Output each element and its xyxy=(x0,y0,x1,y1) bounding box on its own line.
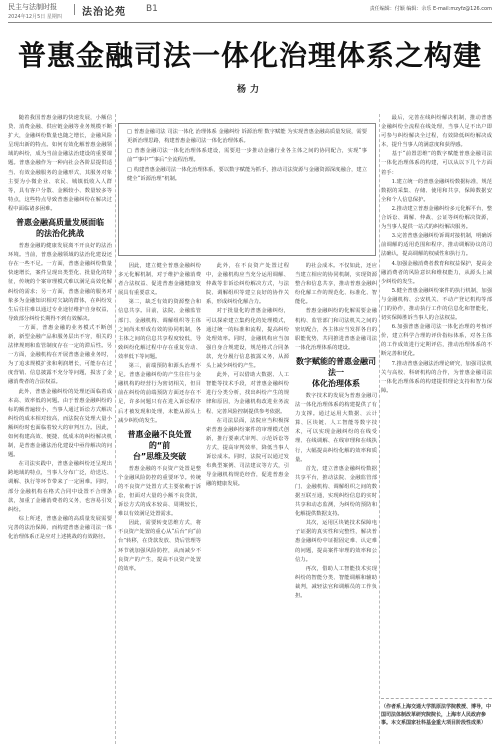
heading-line: 台”思维及突破 xyxy=(132,451,187,461)
paragraph: 在司法实践中，普惠金融纠纷还呈现出跨地域的特点，当事人分布广泛，给送达、调解、执行等环节带来了一定困难。同时，部分金融机构在格式合同中设置不合理条款，加重了金融消费者的义务，也容易引发纠纷。 xyxy=(8,461,112,513)
paper-name: 民主与法制时报 xyxy=(8,3,57,11)
paragraph: 的社会成本。不仅如此，还应当建立相应的协同机制，实现资源整合和信息共享，推动普惠金融纠纷化解工作的规范化、标准化、智能化。 xyxy=(295,263,377,306)
section-name: 法治论苑 xyxy=(82,7,126,18)
paragraph: 综上所述，普惠金融的高质量发展需要完善的法治保障，而构建普惠金融司法一体化治理体系正是应对上述挑战的有效路径。 xyxy=(8,515,112,541)
paragraph: 此外，可以借助大数据、人工智能等技术手段，对普惠金融纠纷进行分类分析，找出纠纷产生的规律和原因，为金融机构改进业务流程、完善风险控制提供参考依据。 xyxy=(206,372,289,415)
issue-date: 2024年12月5日 星期四 xyxy=(8,14,62,20)
paragraph: 普惠金融的不良资产处置是整个金融风险防控的重要环节。传统的不良资产处置方式主要依赖于诉讼，但面对大量的小额不良贷款，诉讼方式的成本较高、周期较长，难以有效满足处置需求。 xyxy=(118,465,201,518)
paragraph: 最后，完善在线纠纷解决机制，推动普惠金融纠纷全流程在线处理，当事人足不出户即可参与纠纷解决全过程，有效降低纠纷解决成本，提升当事人的满意度和获得感。 xyxy=(381,115,492,149)
paragraph: 3.完善普惠金融纠纷诉调对接机制，明确诉前调解的适用范围和程序，推动调解协议的司法确认，提高调解的权威性和执行力。 xyxy=(381,233,492,258)
article-author: 杨力 xyxy=(236,85,263,95)
column-2 xyxy=(118,262,201,744)
paragraph: 普惠金融的健康发展离不开良好的法治环境。当前，普惠金融领域的法治化建设还存在一些不足。一方面，普惠金融纠纷数量快速增长，案件呈现出类型化、批量化的特征，传统的个案审理模式难以满足高效化解纠纷的需求；另一方面，普惠金融的服务对象多为金融知识相对欠缺的群体，在纠纷发生后往往难以通过专业途径维护自身权益，导致部分纠纷长期得不到有效解决。 xyxy=(8,243,112,322)
heading-line: 数字赋能的普惠金融司法一 xyxy=(296,356,376,377)
column-5 xyxy=(381,114,492,694)
paragraph: 在司法层面，法院应当积极探索普惠金融纠纷案件的审理模式创新，推行要素式审判、示范诉讼等方式，提高审判效率，降低当事人诉讼成本。同时，法院可以通过发布典型案例、司法建议等方式，引导金融机构规范经营，促进普惠金融的健康发展。 xyxy=(206,417,289,488)
column-divider xyxy=(379,114,380,744)
paragraph: 对于批量化的普惠金融纠纷，可以探索建立集约化的处理模式，通过统一的标准和流程，提高纠纷处理效率。同时，金融机构应当加强自身合规建设，规范格式合同条款，充分履行信息披露义务，从源头上减少纠纷的产生。 xyxy=(206,308,289,370)
paragraph: 第二，缺乏有效的资源整合和信息共享。目前，法院、金融监管部门、金融机构、调解组织等主体之间尚未形成有效的协同机制，各主体之间的信息共享程度较低，导致纠纷化解过程中存在重复劳动、效率低下等问题。 xyxy=(118,299,201,360)
paragraph: 基于“前置思维”的数字赋能普惠金融司法一体化治理体系的构建，可以从以下几个方面着手： xyxy=(381,151,492,176)
heading-line: 普惠金融不良处置的“前 xyxy=(127,429,192,450)
column-3 xyxy=(206,262,289,744)
paragraph: 7.推动普惠金融法治理论研究，加强司法机关与高校、科研机构的合作，为普惠金融司法一体化治理体系的构建提供理论支持和智力保障。 xyxy=(381,360,492,394)
section-heading xyxy=(8,217,112,239)
column-1 xyxy=(8,114,112,744)
page-number: B1 xyxy=(146,4,158,14)
paragraph: 普惠金融纠纷的化解需要金融机构、监管部门和司法机关之间的密切配合，各主体应当发挥各自的职能优势，共同推进普惠金融司法一体化治理体系的建设。 xyxy=(295,308,377,351)
abstract-box xyxy=(118,123,376,256)
paragraph: 其次，运用区块链技术保障电子证据的真实性和完整性，解决普惠金融纠纷中证据固定难、认定难的问题，提高案件审理的效率和公信力。 xyxy=(295,520,377,563)
abstract-point: □ 普惠金融司法一体化治理体系建设，需要进一步推动金融行业各主体之间的协同配合，实现“事前”“事中”“事后”全流程治理。 xyxy=(127,148,367,164)
abstract-point: □ 普惠金融司法 司法一体化 治理体系 金融纠纷 诉源治理 数字赋能 为实现普惠金融高质量发展，需要更新治理思路，构建普惠金融司法一体化治理体系。 xyxy=(127,129,367,145)
paragraph: 此外，在不良资产处置过程中，金融机构应当充分运用调解、仲裁等非诉讼纠纷解决方式，与法院、调解组织等建立良好的协作关系，形成纠纷化解合力。 xyxy=(206,263,289,306)
editor-info: 责任编辑：付颖 编辑：余乐 E-mail:mzyfz@126.com xyxy=(369,6,492,12)
paragraph: 随着我国普惠金融的快速发展，小额信贷、消费金融、供应链金融等业务规模不断扩大，金融纠纷数量也随之增长，金融风险呈现出新的特点。如何有效化解普惠金融领域的纠纷，成为当前金融法治建设的重要课题。普惠金融作为一种向社会各阶层提供适当、有效金融服务的金融形式，其服务对象主要为小微企业、农民、城镇低收入人群等，具有客户分散、金额较小、数量较多等特点，这些特点导致普惠金融纠纷在解决过程中面临诸多困难。 xyxy=(8,115,112,212)
paragraph: 5.健全普惠金融纠纷案件的执行机制，加强与金融机构、公安机关、不动产登记机构等部门的协作，推动执行工作的信息化和智能化，切实保障胜诉当事人的合法权益。 xyxy=(381,287,492,322)
header-divider xyxy=(74,4,75,15)
paragraph: 此外，普惠金融纠纷的处理还面临着成本高、效率低的问题。由于普惠金融纠纷的标的额普遍较小，当事人通过诉讼方式解决纠纷的成本相对较高，而法院在处理大量小额纠纷时也面临着较大的审判压力。因此，如何构建高效、便捷、低成本的纠纷解决机制，是普惠金融法治化建设中亟待解决的问题。 xyxy=(8,388,112,459)
page-header xyxy=(0,0,500,22)
paragraph: 6.加强普惠金融司法一体化治理的考核评价，建立科学合理的评价指标体系，对各主体的工作成效进行定期评估，推动治理体系的不断完善和优化。 xyxy=(381,324,492,358)
heading-line: 的法治化挑战 xyxy=(36,229,84,239)
paragraph: 因此，需要转变思维方式，将不良资产处置的重心从“后台”向“前台”转移，在贷款发放、贷后管理等环节就加强风险防控，从而减少不良资产的产生，提高不良资产处置的效率。 xyxy=(118,520,201,572)
heading-line: 普惠金融高质量发展面临 xyxy=(16,218,104,228)
paragraph: 因此，建立健全普惠金融纠纷多元化解机制，对于维护金融消费者合法权益、促进普惠金融健康发展具有重要意义。 xyxy=(118,263,201,297)
author-note: （作者系上海交通大学凯原法学院教授、博导，中国司法体制改革研究院院长，上海市人民政府参事。本文系国家社科基金重大项目阶段性成果） xyxy=(381,698,492,742)
paragraph: 第三，前端预防和源头治理不足。普惠金融纠纷的产生往往与金融机构的经营行为密切相关，但目前在纠纷的前端预防方面还存在不足，许多问题只有在进入诉讼程序后才被发现和处理，未能从源头上减少纠纷的发生。 xyxy=(118,363,201,424)
column-divider xyxy=(115,114,116,744)
paragraph: 1.建立统一的普惠金融纠纷数据标准，规范数据的采集、存储、使用和共享，保障数据安全和个人信息保护。 xyxy=(381,178,492,203)
section-heading xyxy=(118,429,201,462)
header-rule xyxy=(8,22,492,23)
article-title: 普惠金融司法一体化治理体系之构建 xyxy=(17,39,482,72)
abstract-point: □ 构建普惠金融司法一体化治理体系，要以数字赋能为抓手，推动司法资源与金融资源深度融合，建立健全“诉源治理”机制。 xyxy=(127,167,367,183)
section-heading xyxy=(295,356,377,389)
paragraph: 首先，建立普惠金融纠纷数据共享平台，推动法院、金融监管部门、金融机构、调解组织之间的数据互联互通，实现纠纷信息的实时共享和动态监测，为纠纷的预防和化解提供数据支持。 xyxy=(295,465,377,518)
paragraph: 一方面，普惠金融的业务模式不断创新，新型金融产品和服务层出不穷，相关的法律规则和监管制度存在一定的滞后性。另一方面，金融机构在开展普惠金融业务时，为了追求规模扩张和利润增长，可能存在过度营销、信息披露不充分等问题，损害了金融消费者的合法权益。 xyxy=(8,324,112,386)
paragraph: 数字技术的发展为普惠金融司法一体化治理体系的构建提供了有力支撑。通过运用大数据、云计算、区块链、人工智能等数字技术，可以实现金融纠纷的在线受理、在线调解、在线审理和在线执行，大幅提高纠纷化解的效率和质量。 xyxy=(295,392,377,463)
column-4 xyxy=(295,262,377,744)
heading-line: 体化治理体系 xyxy=(312,378,360,388)
paragraph: 2.推动建立普惠金融纠纷多元化解平台，整合诉讼、调解、仲裁、公证等纠纷解决资源，为当事人提供一站式的纠纷解决服务。 xyxy=(381,205,492,231)
paragraph: 再次，借助人工智能技术实现纠纷的智能分类、智能调解和辅助裁判，减轻法官和调解员的工作负担。 xyxy=(295,565,377,599)
paragraph: 4.加强金融消费者教育和权益保护，提高金融消费者的风险意识和维权能力，从源头上减少纠纷的发生。 xyxy=(381,260,492,285)
